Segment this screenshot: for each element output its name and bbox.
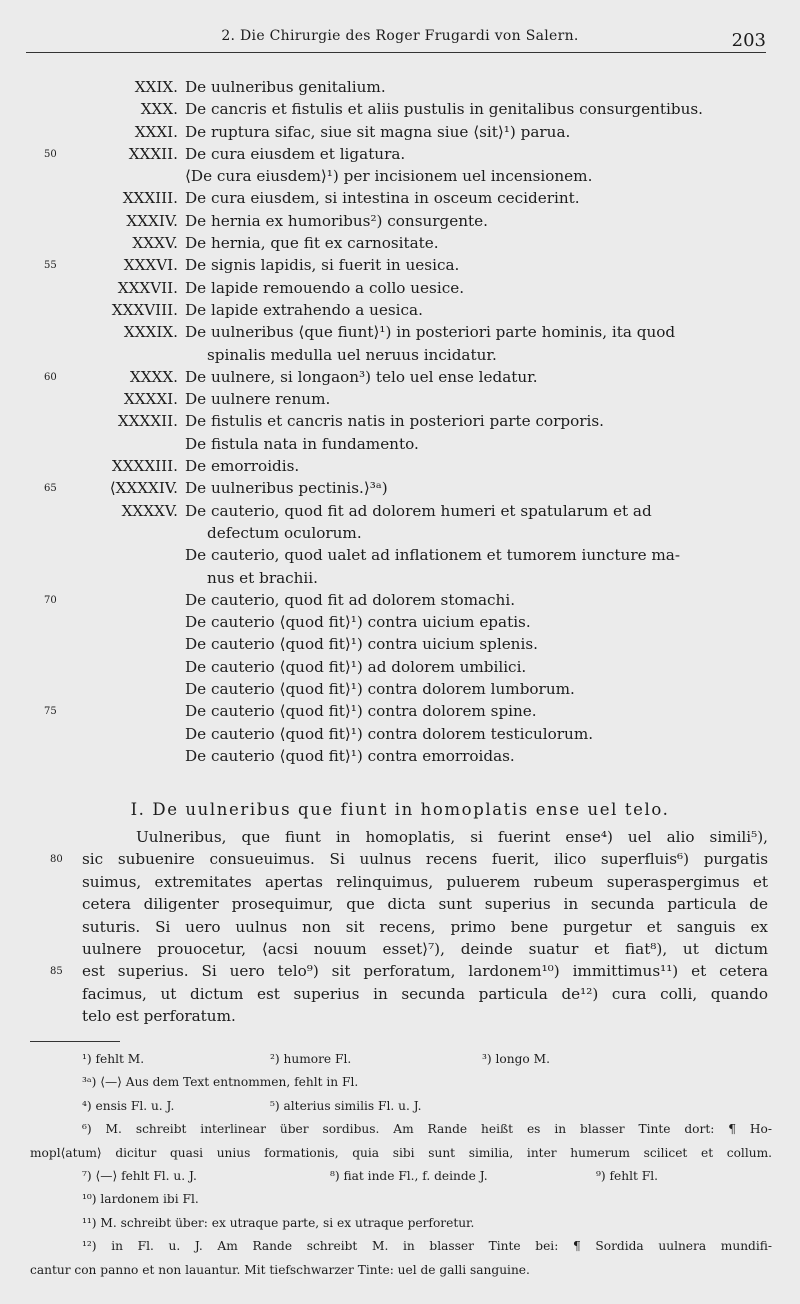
chapter-number: XXXII. — [128, 144, 178, 163]
chapter-title: De cauterio, quod fit ad dolorem humeri et spatularum et ad — [185, 501, 652, 520]
chapter-list-item — [0, 78, 800, 100]
chapter-title: De ruptura sifac, siue sit magna siue ⟨sit⟩¹) parua. — [185, 122, 571, 141]
chapter-title: De fistulis et cancris natis in posteriori parte corporis. — [185, 412, 604, 431]
chapter-list-item — [0, 279, 800, 301]
body-line — [82, 1007, 768, 1029]
chapter-list-item — [0, 123, 800, 145]
chapter-title: De hernia ex humoribus²) consurgente. — [185, 211, 488, 230]
chapter-title: De cauterio ⟨quod fit⟩¹) contra uicium splenis. — [185, 635, 538, 654]
chapter-list-item — [0, 435, 800, 457]
line-number: 75 — [44, 706, 57, 718]
chapter-number: XXIX. — [134, 78, 178, 96]
chapter-list-item — [0, 212, 800, 234]
body-line — [82, 895, 768, 917]
line-number: 60 — [44, 371, 57, 383]
chapter-list-item — [0, 725, 800, 747]
footnote: ²) humore Fl. — [270, 1052, 352, 1066]
body-line-text: suturis. Si uero uulnus non sit recens, primo bene purgetur et sanguis ex — [82, 917, 768, 936]
chapter-title: De lapide remouendo a collo uesice. — [185, 278, 465, 297]
chapter-list — [0, 78, 800, 769]
line-number: 65 — [44, 483, 57, 495]
body-line-text: uulnere prouocetur, ⟨acsi nouum esset⟩⁷), deinde suatur et fiat⁸), ut dictum — [82, 939, 768, 958]
chapter-title: De lapide extrahendo a uesica. — [185, 300, 423, 319]
chapter-list-item — [0, 546, 800, 568]
chapter-list-item — [0, 234, 800, 256]
body-line-text: sic subuenire consueuimus. Si uulnus recens fuerit, ilico superfluis⁶) purgatis — [82, 850, 768, 869]
line-number: 85 — [50, 966, 63, 978]
body-line-text: telo est perforatum. — [82, 1007, 236, 1026]
chapter-number: XXXXI. — [123, 390, 178, 409]
chapter-list-item — [0, 479, 800, 501]
chapter-title: nus et brachii. — [207, 568, 318, 587]
footnote: ⁶) M. schreibt interlinear über sordibus. Am Rande heißt es in blasser Tinte dort: ¶ Ho- — [82, 1122, 772, 1137]
chapter-title: De cauterio ⟨quod fit⟩¹) contra dolorem spine. — [185, 702, 537, 721]
body-line — [50, 962, 768, 984]
chapter-number: XXXXV. — [121, 501, 178, 520]
chapter-list-item — [0, 412, 800, 434]
body-line-text: Uulneribus, que fiunt in homoplatis, si fuerint ense⁴) uel alio simili⁵), — [136, 828, 768, 846]
body-line-text: suimus, extremitates apertas relinquimus, puluerem rubeum superaspergimus et — [82, 872, 768, 891]
chapter-list-item — [0, 613, 800, 635]
line-number: 80 — [50, 854, 63, 866]
footnote-row — [30, 1099, 772, 1122]
chapter-title: De cancris et fistulis et aliis pustulis in genitalibus consurgentibus. — [185, 100, 703, 119]
footnote-continuation: mopl⟨atum⟩ dicitur quasi unius formationis, quia sibi sunt similia, inter humerum scilicet et collum. — [30, 1145, 772, 1160]
chapter-list-item — [0, 591, 800, 613]
chapter-title: De cauterio ⟨quod fit⟩¹) contra uicium epatis. — [185, 613, 531, 632]
line-number: 50 — [44, 148, 57, 160]
body-line — [82, 985, 768, 1007]
chapter-number: XXXVIII. — [111, 300, 178, 319]
chapter-list-item — [0, 457, 800, 479]
chapter-number: ⟨XXXXIV. — [109, 479, 178, 498]
chapter-list-item — [0, 702, 800, 724]
chapter-list-item — [0, 256, 800, 278]
body-line — [82, 873, 768, 895]
chapter-list-item — [0, 167, 800, 189]
page-number: 203 — [731, 30, 766, 51]
chapter-list-item — [0, 323, 800, 345]
chapter-number: XXXIX. — [123, 323, 178, 342]
chapter-title: De cauterio, quod fit ad dolorem stomachi. — [185, 590, 516, 609]
chapter-title: De emorroidis. — [185, 457, 300, 476]
chapter-number: XXXI. — [134, 122, 178, 141]
chapter-number: XXXXIII. — [111, 457, 178, 476]
footnote: ⁴) ensis Fl. u. J. — [82, 1098, 175, 1113]
chapter-number: XXXV. — [132, 234, 178, 253]
body-line-text: facimus, ut dictum est superius in secunda particula de¹²) cura colli, quando — [82, 984, 768, 1003]
header-rule — [26, 52, 766, 53]
footnote: ⁵) alterius similis Fl. u. J. — [270, 1098, 422, 1113]
body-line-text: est superius. Si uero telo⁹) sit perforatum, lardonem¹⁰) immittimus¹¹) et cetera — [82, 962, 768, 981]
footnote: ¹¹) M. schreibt über: ex utraque parte, si ex utraque perforetur. — [82, 1215, 475, 1230]
chapter-list-item — [0, 680, 800, 702]
chapter-list-item — [0, 524, 800, 546]
chapter-list-item — [0, 747, 800, 769]
chapter-title: De cauterio, quod ualet ad inflationem et tumorem iuncture ma- — [185, 546, 680, 565]
chapter-title: De uulneribus pectinis.⟩³ᵃ) — [185, 479, 388, 498]
chapter-list-item — [0, 145, 800, 167]
line-number: 70 — [44, 594, 57, 606]
chapter-number: XXXIV. — [126, 211, 178, 230]
footnotes — [30, 1052, 772, 1286]
chapter-title: defectum oculorum. — [207, 523, 362, 542]
footnote: ⁷) ⟨—⟩ fehlt Fl. u. J. — [82, 1168, 197, 1183]
chapter-number: XXX. — [140, 100, 178, 119]
running-title: 2. Die Chirurgie des Roger Frugardi von Salern. — [221, 28, 579, 44]
chapter-number: XXXVII. — [117, 278, 178, 297]
footnote-row — [30, 1052, 772, 1075]
chapter-title: De signis lapidis, si fuerit in uesica. — [185, 256, 460, 275]
chapter-title: De cauterio ⟨quod fit⟩¹) contra dolorem testiculorum. — [185, 724, 594, 743]
chapter-title: De cauterio ⟨quod fit⟩¹) ad dolorem umbilici. — [185, 657, 527, 676]
chapter-list-item — [0, 502, 800, 524]
chapter-number: XXXIII. — [122, 189, 178, 208]
footnote: ⁸) fiat inde Fl., f. deinde J. — [330, 1168, 488, 1183]
body-line — [82, 828, 768, 850]
body-line — [50, 850, 768, 872]
chapter-list-item — [0, 390, 800, 412]
footnote: ³ᵃ) ⟨—⟩ Aus dem Text entnommen, fehlt in Fl. — [82, 1075, 359, 1090]
footnote: ¹) fehlt M. — [82, 1052, 145, 1066]
chapter-title: De cura eiusdem et ligatura. — [185, 144, 406, 163]
chapter-title: De cauterio ⟨quod fit⟩¹) contra emorroidas. — [185, 746, 515, 765]
body-line — [82, 940, 768, 962]
line-number: 55 — [44, 260, 57, 272]
chapter-title: De cauterio ⟨quod fit⟩¹) contra dolorem lumborum. — [185, 680, 575, 699]
body-line — [82, 918, 768, 940]
footnote-continuation: cantur con panno et non lauantur. Mit tiefschwarzer Tinte: uel de galli sanguine. — [30, 1262, 530, 1277]
chapter-number: XXXX. — [129, 367, 178, 386]
page-header — [0, 26, 800, 50]
footnote-row — [30, 1169, 772, 1192]
chapter-title: De hernia, que fit ex carnositate. — [185, 234, 439, 253]
chapter-title: De uulnere, si longaon³) telo uel ense ledatur. — [185, 367, 538, 386]
chapter-title: spinalis medulla uel neruus incidatur. — [207, 345, 497, 364]
chapter-list-item — [0, 635, 800, 657]
chapter-list-item — [0, 658, 800, 680]
chapter-title: De uulneribus genitalium. — [185, 78, 386, 96]
chapter-title: De cura eiusdem, si intestina in osceum ceciderint. — [185, 189, 580, 208]
footnote-rule — [30, 1041, 120, 1042]
body-line-text: cetera diligenter prosequimur, que dicta sunt superius in secunda particula de — [82, 895, 768, 914]
section-heading: I. De uulneribus que fiunt in homoplatis ense uel telo. — [130, 800, 670, 819]
chapter-number: XXXVI. — [123, 256, 178, 275]
body-text — [50, 828, 768, 1030]
chapter-list-item — [0, 368, 800, 390]
chapter-number: XXXXII. — [117, 412, 178, 431]
chapter-list-item — [0, 569, 800, 591]
chapter-title: De uulnere renum. — [185, 390, 331, 409]
chapter-title: ⟨De cura eiusdem⟩¹) per incisionem uel incensionem. — [185, 167, 593, 186]
footnote: ³) longo M. — [482, 1052, 550, 1066]
chapter-list-item — [0, 301, 800, 323]
chapter-title: De fistula nata in fundamento. — [185, 434, 419, 453]
chapter-title: De uulneribus ⟨que fiunt⟩¹) in posteriori parte hominis, ita quod — [185, 323, 676, 342]
footnote: ⁹) fehlt Fl. — [596, 1168, 658, 1183]
chapter-list-item — [0, 189, 800, 211]
chapter-list-item — [0, 346, 800, 368]
footnote: ¹²) in Fl. u. J. Am Rande schreibt M. in blasser Tinte bei: ¶ Sordida uulnera mundifi- — [82, 1239, 772, 1254]
chapter-list-item — [0, 100, 800, 122]
footnote: ¹⁰) lardonem ibi Fl. — [82, 1192, 199, 1207]
